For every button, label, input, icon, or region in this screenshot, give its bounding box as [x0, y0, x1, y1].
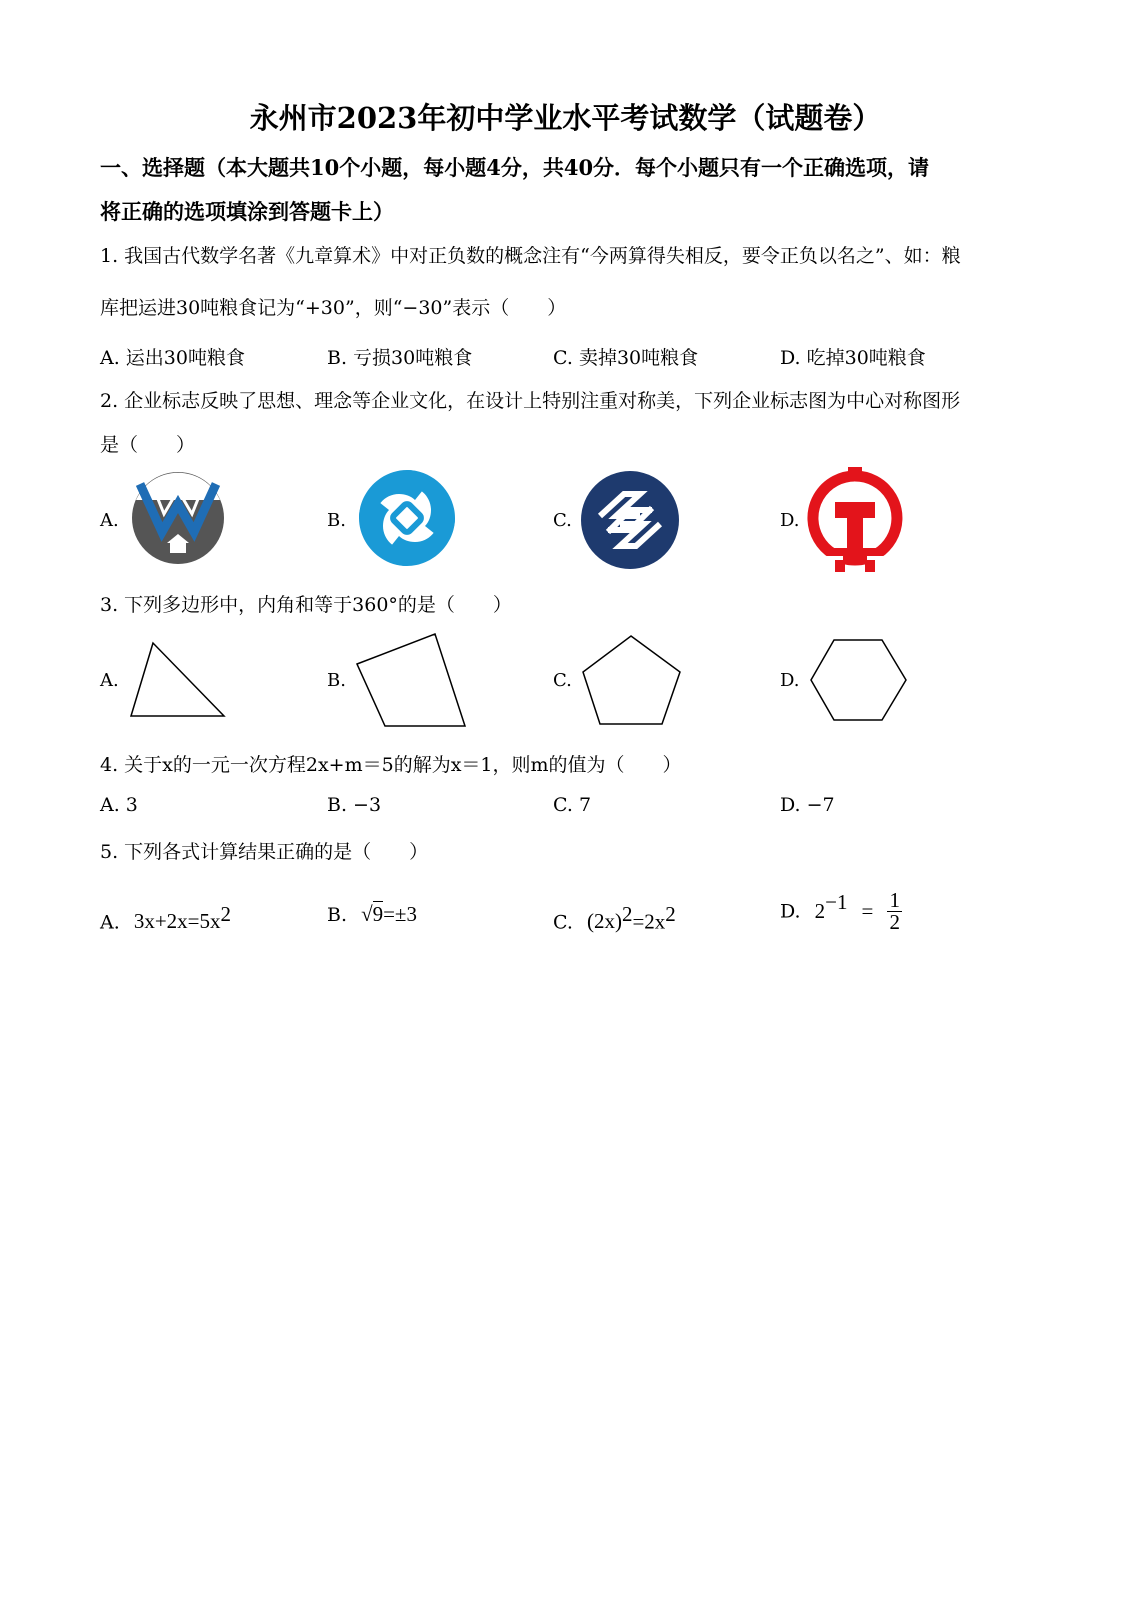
q3-label-b: B. [327, 670, 346, 691]
q5-label-d: D. [780, 900, 801, 923]
q3-label-c: C. [553, 670, 572, 691]
pentagon-shape [583, 636, 680, 724]
q2-label-a: A. [100, 510, 119, 531]
q5-expr-c-exp2: 2 [665, 902, 676, 926]
q1-option-d: D. 吃掉30吨粮食 [780, 347, 926, 369]
q5-option-c [553, 902, 676, 934]
q5-option-a [100, 902, 231, 934]
q5-stem: 5. 下列各式计算结果正确的是（ ） [100, 841, 429, 863]
q2-label-d: D. [780, 510, 800, 531]
q4-option-a: A. 3 [100, 794, 138, 816]
q1-option-b: B. 亏损30吨粮食 [327, 347, 473, 369]
q5-label-b: B. [327, 904, 348, 926]
q4-option-d: D. −7 [780, 794, 835, 816]
q5-expr-a: 3x+2x=5x [133, 909, 221, 934]
q4-option-c: C. 7 [553, 794, 592, 816]
q3-stem: 3. 下列多边形中，内角和等于360°的是（ ） [100, 594, 512, 616]
q5-option-d [780, 890, 902, 933]
hexagon-shape [811, 640, 906, 720]
q2-label-c: C. [553, 510, 572, 531]
q5-expr-c-base: (2x) [586, 909, 622, 934]
q5-label-c: C. [553, 911, 573, 934]
section-heading-cont: 将正确的选项填涂到答题卡上） [100, 199, 394, 224]
q3-label-a: A. [100, 670, 119, 691]
q5-expr-d-base: 2 [814, 899, 826, 923]
sqrt-symbol-icon: √ [361, 902, 373, 926]
q5-expr-d-exp: −1 [825, 890, 848, 915]
page-title: 永州市2023年初中学业水平考试数学（试题卷） [249, 101, 882, 135]
q5-expr-c-exp: 2 [621, 902, 633, 926]
q5-expr-a-exp: 2 [220, 902, 231, 926]
triangle-shape [131, 643, 224, 716]
q2-stem: 2. 企业标志反映了思想、理念等企业文化，在设计上特别注重对称美，下列企业标志图为中心对称图形 [100, 390, 961, 412]
q5-expr-d-fraction: $\frac{1}{2}$ [889, 888, 900, 934]
q1-option-c: C. 卖掉30吨粮食 [553, 347, 699, 369]
q2-stem-cont: 是（ ） [100, 434, 196, 456]
q5-expr-d-eq: = [861, 899, 874, 923]
q3-label-d: D. [780, 670, 800, 691]
q2-label-b: B. [327, 510, 346, 531]
q5-expr-c-rest: =2x [632, 909, 666, 934]
q5-label-a: A. [100, 911, 120, 934]
q5-option-b [327, 902, 417, 927]
q4-stem: 4. 关于x的一元一次方程2x+m＝5的解为x＝1，则m的值为（ ） [100, 754, 682, 776]
q5-expr-b-root: 9 [372, 902, 384, 926]
q1-option-a: A. 运出30吨粮食 [100, 347, 245, 369]
section-heading: 一、选择题（本大题共10个小题，每小题4分，共40分．每个小题只有一个正确选项，请 [100, 155, 930, 180]
q4-option-b: B. −3 [327, 794, 382, 816]
q1-stem-cont: 库把运进30吨粮食记为“+30”，则“−30”表示（ ） [100, 297, 567, 319]
q1-stem: 1. 我国古代数学名著《九章算术》中对正负数的概念注有“今两算得失相反，要令正负以名之”、如：粮 [100, 245, 961, 267]
quadrilateral-shape [357, 634, 465, 726]
q5-expr-b-rest: =±3 [383, 902, 417, 926]
